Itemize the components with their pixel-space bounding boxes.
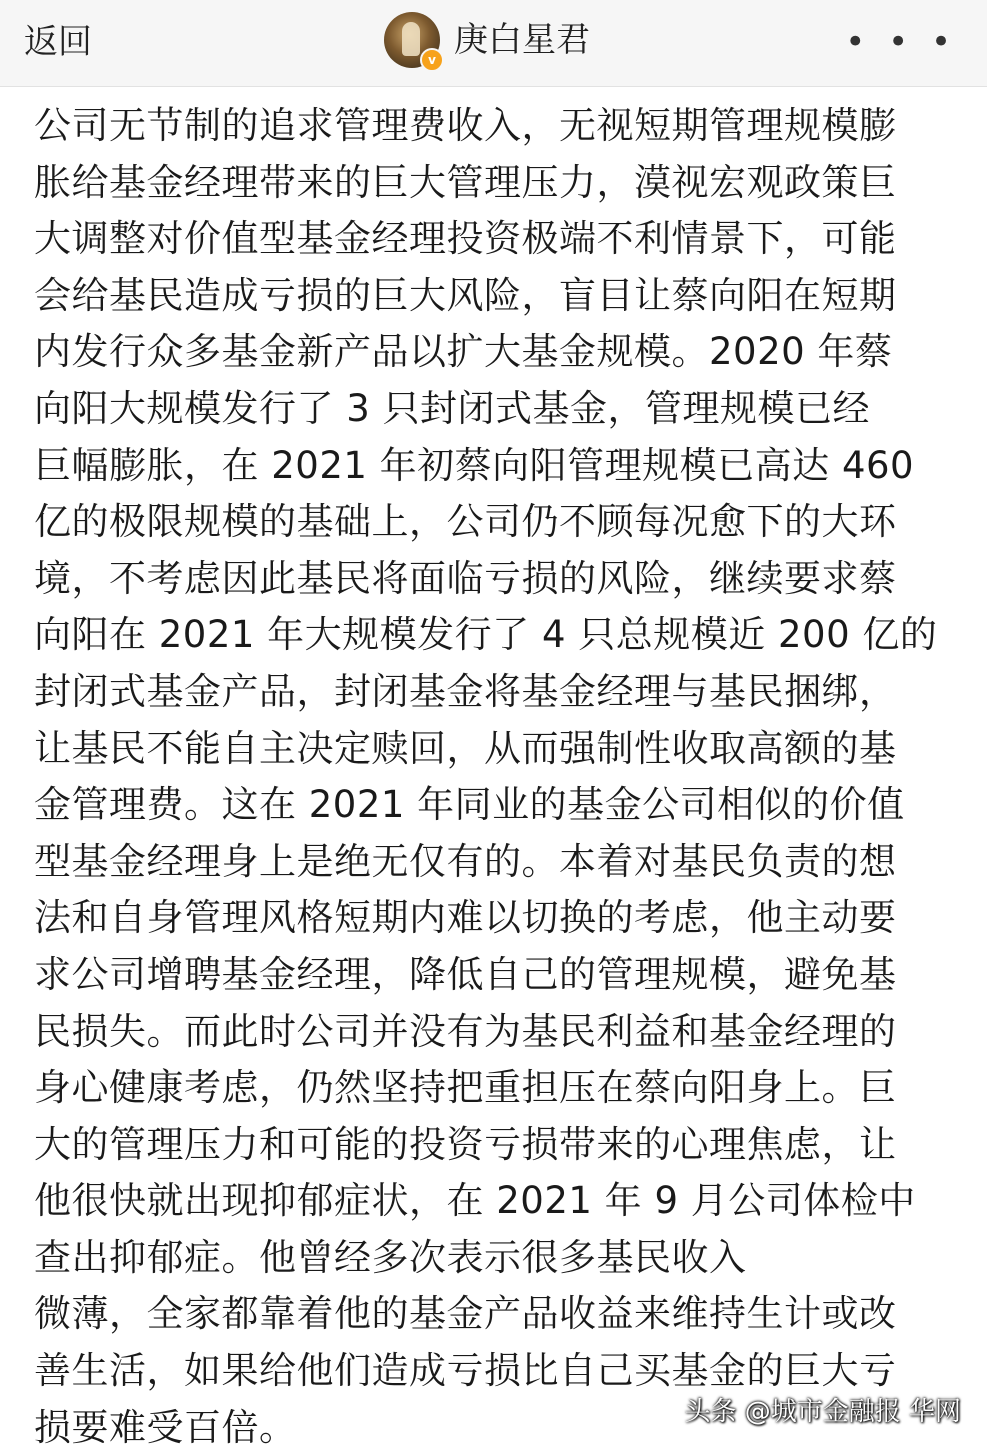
post-line: 型基金经理身上是绝无仅有的。本着对基民负责的想 (34, 839, 897, 883)
more-options-icon[interactable]: • • • (845, 22, 957, 62)
post-line: 向阳在 2021 年大规模发行了 4 只总规模近 200 亿的 (34, 613, 938, 657)
post-line: 身心健康考虑，仍然坚持把重担压在蔡向阳身上。巨 (34, 1066, 897, 1110)
post-line: 亿的极限规模的基础上，公司仍不顾每况愈下的大环 (34, 500, 897, 544)
username[interactable]: 庚白星君 (454, 20, 590, 60)
post-line: 胀给基金经理带来的巨大管理压力，漠视宏观政策巨 (34, 160, 897, 204)
post-line: 巨幅膨胀，在 2021 年初蔡向阳管理规模已高达 460 (34, 443, 915, 487)
post-line: 损要难受百倍。 (34, 1405, 297, 1449)
post-line: 法和自身管理风格短期内难以切换的考虑，他主动要 (34, 896, 897, 940)
post-line: 金管理费。这在 2021 年同业的基金公司相似的价值 (34, 783, 905, 827)
avatar-figure (402, 22, 420, 56)
watermark: 头条 @城市金融报 华网 (684, 1397, 961, 1427)
avatar[interactable] (384, 12, 440, 68)
post-line: 让基民不能自主决定赎回，从而强制性收取高额的基 (34, 726, 897, 770)
post-line: 求公司增聘基金经理，降低自己的管理规模，避免基 (34, 952, 897, 996)
post-line: 内发行众多基金新产品以扩大基金规模。2020 年蔡 (34, 330, 893, 374)
post-line: 善生活，如果给他们造成亏损比自己买基金的巨大亏 (34, 1349, 897, 1393)
post-line: 境，不考虑因此基民将面临亏损的风险，继续要求蔡 (34, 556, 897, 600)
post-line: 大的管理压力和可能的投资亏损带来的心理焦虑，让 (34, 1122, 897, 1166)
nav-bar (0, 0, 987, 87)
post-line: 查出抑郁症。他曾经多次表示很多基民收入 (34, 1235, 747, 1279)
post-line: 公司无节制的追求管理费收入，无视短期管理规模膨 (34, 104, 897, 147)
post-line: 封闭式基金产品，封闭基金将基金经理与基民捆绑， (34, 669, 897, 713)
post-body (34, 98, 952, 1456)
post-line: 向阳大规模发行了 3 只封闭式基金，管理规模已经 (34, 386, 871, 430)
post-line: 会给基民造成亏损的巨大风险，盲目让蔡向阳在短期 (34, 273, 897, 317)
back-button[interactable]: 返回 (24, 22, 92, 62)
verified-icon: v (420, 48, 444, 72)
post-line: 他很快就出现抑郁症状，在 2021 年 9 月公司体检中 (34, 1179, 916, 1223)
post-line: 民损失。而此时公司并没有为基民利益和基金经理的 (34, 1009, 897, 1053)
post-line: 微薄，全家都靠着他的基金产品收益来维持生计或改 (34, 1292, 897, 1336)
post-line: 大调整对价值型基金经理投资极端不利情景下，可能 (34, 217, 897, 261)
profile-header[interactable] (384, 10, 590, 70)
